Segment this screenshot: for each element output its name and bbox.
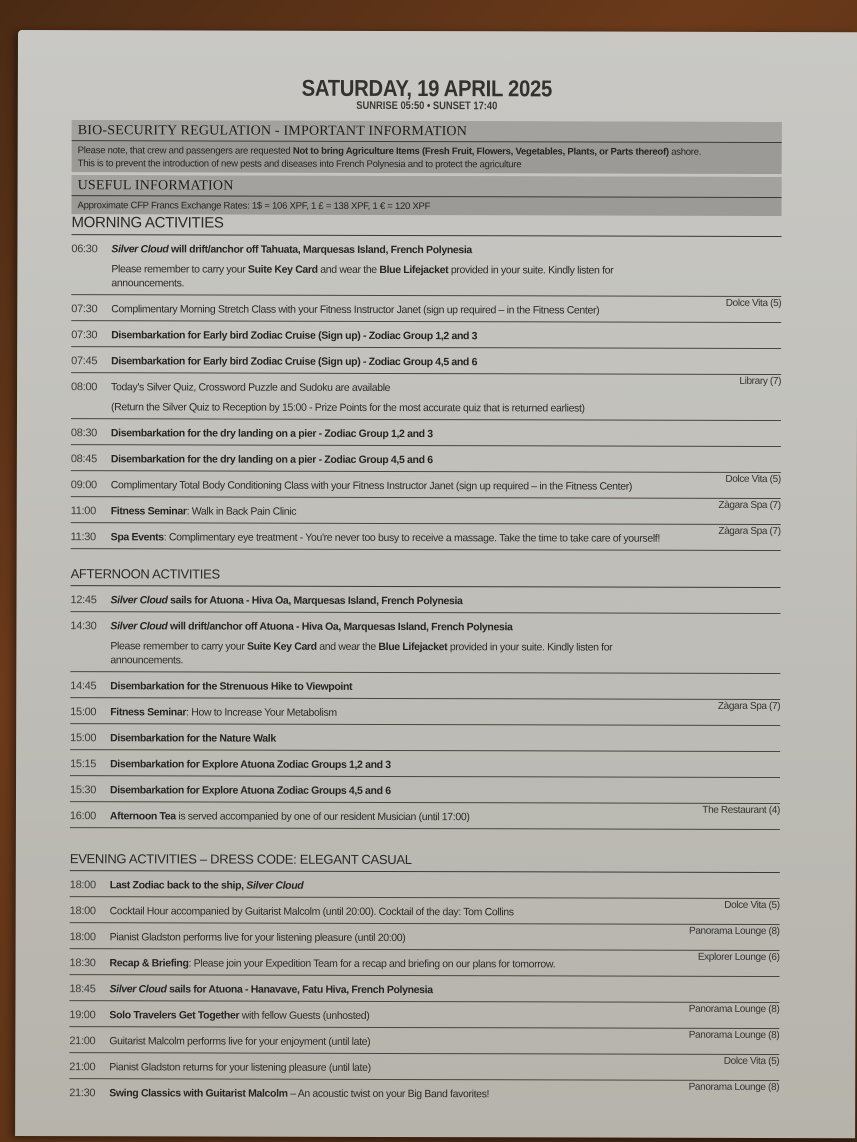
activity-description (111, 530, 781, 546)
text-segment: (Return the Silver Quiz to Reception by 15:00 - Prize Points for the most accurate quiz that is returned earliest) (110, 401, 585, 415)
program-sheet (15, 30, 857, 1138)
activity-description (111, 426, 781, 442)
activity-row (71, 419, 781, 447)
activity-time: 08:30 (70, 427, 97, 440)
activity-description (109, 1060, 779, 1076)
useful-info-heading: USEFUL INFORMATION (72, 175, 782, 198)
description-line (110, 810, 470, 823)
activity-time: 09:00 (70, 479, 97, 492)
sunrise-sunset: SUNRISE 05:50 • SUNSET 17:40 (356, 99, 498, 113)
activity-time: 14:30 (70, 620, 97, 633)
activity-venue: Dolce Vita (5) (723, 1055, 780, 1067)
ship-name: Silver Cloud (111, 243, 169, 256)
activity-row (70, 776, 780, 804)
text-segment: Please remember to carry your (110, 640, 247, 653)
activity-time: 07:45 (71, 355, 98, 368)
description-line (111, 381, 390, 394)
emphasis-text: will drift/anchor off Atuona - Hiva Oa, Marquesas Island, French Polynesia (167, 620, 513, 634)
text-segment: Cocktail Hour accompanied by Guitarist Malcolm (until 20:00). Cocktail of the day: Tom Collins (109, 905, 514, 919)
description-line (109, 1009, 369, 1022)
activity-time: 07:30 (71, 329, 98, 342)
activity-venue: Explorer Lounge (6) (697, 951, 780, 963)
activity-time: 19:00 (69, 1009, 96, 1022)
emphasis-text: Afternoon Tea (109, 810, 176, 823)
description-line (110, 758, 391, 771)
text-segment: – An acoustic twist on your Big Band favorites! (287, 1087, 490, 1101)
activity-row (71, 471, 781, 499)
activity-description (109, 1034, 779, 1050)
emphasis-text (110, 620, 167, 632)
emphasis-text: will drift/anchor off Tahuata, Marquesas Island, French Polynesia (168, 243, 472, 257)
activity-row (70, 586, 780, 614)
activity-description (109, 982, 779, 998)
section-heading: MORNING ACTIVITIES (71, 214, 781, 237)
emphasis-text: Fitness Seminar (110, 505, 187, 518)
description-line (109, 983, 432, 996)
emphasis-text (110, 594, 167, 606)
text-segment: Please remember to carry your (111, 263, 248, 276)
description-note (111, 262, 681, 291)
text-segment: : Walk in Back Pain Clinic (186, 505, 297, 518)
description-note (110, 639, 680, 668)
description-line (111, 505, 296, 517)
activity-row (71, 321, 781, 349)
emphasis-text (246, 880, 303, 892)
description-line (109, 1035, 370, 1048)
emphasis-text: Recap & Briefing (109, 957, 189, 970)
text-segment: Pianist Gladston performs live for your listening pleasure (until 20:00) (109, 931, 406, 945)
ship-name: Silver Cloud (246, 879, 304, 892)
activity-sections (69, 214, 781, 1106)
activity-time: 14:45 (70, 680, 97, 693)
description-line (111, 303, 599, 316)
exchange-rates: Approximate CFP Francs Exchange Rates: 1$ = 106 XPF, 1 £ = 138 XPF, 1 € = 120 XPF (77, 200, 431, 213)
section-morning (71, 214, 782, 551)
activity-row (69, 1053, 779, 1081)
biosecurity-heading: BIO-SECURITY REGULATION - IMPORTANT INFORMATION (72, 120, 782, 143)
activity-description (111, 504, 781, 520)
biosecurity-box (72, 120, 782, 174)
emphasis-text: Swing Classics with Guitarist Malcolm (109, 1087, 288, 1100)
description-line (111, 479, 632, 492)
text-segment: Guitarist Malcolm performs live for your enjoyment (until late) (109, 1035, 371, 1048)
activity-description (110, 593, 780, 609)
activity-description (110, 731, 780, 747)
activity-description (111, 452, 781, 468)
text-segment: Complimentary Total Body Conditioning Class with your Fitness Instructor Janet (sign up required – in the Fitness Center) (110, 479, 633, 493)
activity-venue: Panorama Lounge (8) (688, 1081, 780, 1093)
activity-time: 21:30 (69, 1087, 96, 1100)
text-segment: provided in your suite. Kindly listen for announcements. (111, 264, 614, 290)
activity-description (111, 302, 781, 318)
section-evening (69, 850, 780, 1106)
activity-description (110, 679, 780, 695)
activity-row (71, 295, 781, 323)
description-line (110, 706, 337, 719)
ship-name: Silver Cloud (110, 594, 168, 607)
activity-time: 15:30 (69, 784, 97, 797)
activity-row (70, 672, 780, 700)
activity-time: 07:30 (71, 303, 98, 316)
emphasis-text: Blue Lifejacket (379, 263, 449, 277)
activity-venue: Zàgara Spa (7) (717, 700, 781, 712)
activity-row (71, 445, 781, 473)
activity-description (110, 904, 780, 920)
activity-time: 12:45 (70, 594, 97, 607)
activity-row (69, 1001, 779, 1029)
activity-time: 18:00 (69, 931, 96, 944)
activity-time: 06:30 (71, 243, 98, 256)
activity-row (70, 897, 780, 925)
activity-time: 18:00 (69, 879, 96, 892)
activity-description (110, 757, 780, 773)
activity-time: 21:00 (69, 1061, 96, 1074)
description-line (109, 1087, 489, 1100)
activity-venue: Zàgara Spa (7) (718, 499, 781, 511)
description-line (110, 784, 391, 797)
activity-row (70, 802, 780, 830)
useful-info-box (72, 175, 782, 216)
activity-description (111, 328, 781, 344)
activity-description (111, 478, 781, 494)
activity-time: 16:00 (69, 810, 96, 823)
section-heading: AFTERNOON ACTIVITIES (71, 565, 781, 588)
activity-row (71, 347, 781, 375)
activity-row (70, 612, 780, 674)
activity-venue: The Restaurant (4) (702, 804, 780, 816)
activity-venue: Panorama Lounge (8) (688, 1029, 780, 1041)
page-title: SATURDAY, 19 APRIL 2025 (301, 74, 553, 102)
ship-name: Silver Cloud (110, 620, 168, 633)
emphasis-text: Fitness Seminar (110, 706, 187, 719)
text-segment: : Please join your Expedition Team for a recap and briefing on our plans for tomorrow. (188, 957, 556, 971)
emphasis-text (111, 243, 168, 255)
activity-description (110, 783, 780, 799)
description-line (110, 680, 352, 693)
activity-time: 21:00 (69, 1035, 96, 1048)
activity-row (71, 523, 781, 551)
activity-row (70, 949, 780, 977)
activity-time: 08:45 (70, 453, 97, 466)
biosecurity-text-line2: This is to prevent the introduction of new pests and diseases into French Polynesia and to protect the agriculture (77, 158, 522, 171)
activity-time: 11:30 (70, 531, 96, 544)
activity-venue: Panorama Lounge (8) (688, 1003, 780, 1015)
biosecurity-text-bold: Not to bring Agriculture Items (Fresh Fruit, Flowers, Vegetables, Plants, or Parts thereof) (292, 145, 669, 158)
activity-time: 15:15 (70, 758, 97, 771)
emphasis-text: Suite Key Card (247, 263, 318, 276)
activity-time: 11:00 (70, 505, 96, 518)
emphasis-text: Disembarkation for the dry landing on a pier - Zodiac Group 1,2 and 3 (110, 427, 433, 441)
text-segment: with fellow Guests (unhosted) (239, 1009, 370, 1022)
activity-row (69, 975, 779, 1003)
activity-time: 08:00 (71, 381, 98, 394)
activity-row (71, 373, 781, 421)
activity-description (110, 809, 780, 825)
emphasis-text: Disembarkation for the dry landing on a pier - Zodiac Group 4,5 and 6 (110, 453, 433, 467)
emphasis-text: Disembarkation for the Nature Walk (110, 732, 276, 745)
activity-description (111, 354, 781, 370)
activity-time: 15:00 (70, 706, 97, 719)
activity-row (71, 235, 781, 297)
description-line (110, 732, 276, 744)
text-segment: Today's Silver Quiz, Crossword Puzzle and Sudoku are available (111, 381, 391, 394)
description-line (111, 329, 477, 342)
activity-description (110, 705, 780, 721)
description-note (111, 400, 681, 415)
program-content (69, 74, 782, 1106)
description-line (110, 957, 556, 970)
activity-description (111, 242, 781, 292)
emphasis-text: Last Zodiac back to the ship, (109, 879, 247, 892)
text-segment: Complimentary Morning Stretch Class with your Fitness Instructor Janet (sign up required – in the Fitness Center) (111, 303, 600, 317)
description-line (110, 594, 462, 607)
activity-row (69, 1079, 779, 1106)
section-afternoon (70, 565, 781, 830)
activity-time: 18:30 (69, 957, 96, 970)
ship-name: Silver Cloud (109, 983, 167, 996)
biosecurity-text-suffix: ashore. (668, 146, 702, 158)
emphasis-text: Solo Travelers Get Together (109, 1009, 240, 1022)
activity-description (109, 1008, 779, 1024)
description-line (111, 355, 477, 368)
description-line (110, 879, 304, 892)
description-line (110, 905, 514, 918)
emphasis-text: Disembarkation for Explore Atuona Zodiac Groups 4,5 and 6 (109, 784, 391, 797)
description-line (111, 427, 433, 440)
section-heading: EVENING ACTIVITIES – DRESS CODE: ELEGANT CASUAL (70, 850, 780, 873)
emphasis-text (109, 983, 166, 995)
activity-venue: Dolce Vita (5) (725, 473, 781, 485)
activity-time: 18:00 (69, 905, 96, 918)
activity-row (70, 923, 780, 951)
text-segment: : Complimentary eye treatment - You're never too busy to receive a massage. Take the time to take care of yourself! (163, 531, 660, 545)
text-segment: provided in your suite. Kindly listen for announcements. (110, 641, 613, 667)
activity-row (71, 497, 781, 525)
emphasis-text: Disembarkation for Early bird Zodiac Cruise (Sign up) - Zodiac Group 4,5 and 6 (111, 355, 478, 369)
activity-description (110, 878, 780, 894)
biosecurity-text-prefix: Please note, that crew and passengers are requested (77, 145, 293, 157)
emphasis-text: Suite Key Card (246, 640, 317, 653)
activity-venue: Zàgara Spa (7) (718, 525, 781, 537)
description-line (110, 620, 512, 633)
activity-venue: Dolce Vita (5) (724, 899, 780, 911)
emphasis-text: sails for Atuona - Hanavave, Fatu Hiva, French Polynesia (166, 983, 433, 997)
activity-row (69, 1027, 779, 1055)
activity-row (70, 750, 780, 778)
activity-venue: Panorama Lounge (8) (688, 925, 780, 937)
activity-row (70, 724, 780, 752)
text-segment: : How to Increase Your Metabolism (186, 706, 337, 719)
activity-row (70, 871, 780, 899)
description-line (111, 453, 433, 466)
activity-row (70, 698, 780, 726)
activity-description (109, 1086, 779, 1102)
text-segment: is served accompanied by one of our resident Musician (until 17:00) (175, 810, 470, 824)
description-line (110, 931, 406, 944)
emphasis-text: Disembarkation for the Strenuous Hike to Viewpoint (110, 680, 353, 693)
activity-description (110, 619, 780, 669)
activity-time: 15:00 (70, 732, 97, 745)
emphasis-text: Blue Lifejacket (378, 640, 448, 654)
biosecurity-body (72, 141, 782, 174)
text-segment: Pianist Gladston returns for your listening pleasure (until late) (109, 1061, 371, 1074)
text-segment: and wear the (316, 640, 379, 653)
description-line (111, 243, 472, 256)
emphasis-text: Disembarkation for Early bird Zodiac Cruise (Sign up) - Zodiac Group 1,2 and 3 (111, 329, 478, 343)
activity-time: 18:45 (69, 983, 96, 996)
emphasis-text: sails for Atuona - Hiva Oa, Marquesas Island, French Polynesia (167, 594, 463, 608)
activity-venue: Library (7) (739, 375, 782, 387)
activity-venue: Dolce Vita (5) (725, 297, 782, 309)
text-segment: and wear the (317, 263, 380, 276)
emphasis-text: Spa Events (110, 531, 164, 544)
description-line (111, 531, 660, 544)
activity-description (110, 956, 780, 972)
emphasis-text: Disembarkation for Explore Atuona Zodiac Groups 1,2 and 3 (110, 758, 391, 771)
description-line (109, 1061, 371, 1074)
activity-description (111, 380, 781, 416)
activity-description (110, 930, 780, 946)
